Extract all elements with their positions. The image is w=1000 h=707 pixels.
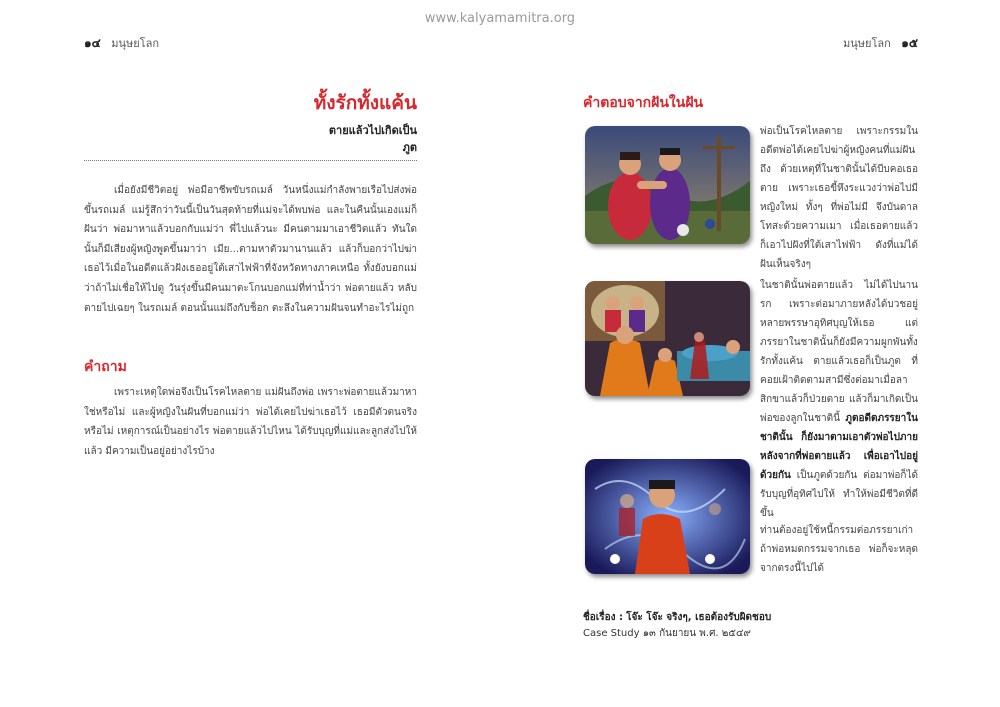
subtitle-line-2: ภูต bbox=[402, 141, 417, 154]
source-label: ชื่อเรื่อง : bbox=[583, 612, 623, 623]
question-paragraph: เพราะเหตุใดพ่อจึงเป็นโรคไหลตาย แม่ฝันถึงพ่อ เพราะพ่อตายแล้วมาหาใช่หรือไม่ และผู้หญิงในฝันที่บอกแม่ว่า พ่อได้เคยไปฆ่าเธอไว้ เธอมีตัวตนจริงหรือไม่ เหตุการณ์เป็นอย่างไร พ่อตายแล้วไปไหน ได้รับบุญที่แม่และลูกส่งไปให้แล้ว มีความเป็นอยู่อย่างไรบ้าง bbox=[84, 387, 417, 457]
story-subtitle bbox=[84, 122, 417, 156]
illustration-man-with-spirits bbox=[585, 459, 750, 574]
source-case: Case Study ๑๓ กันยายน พ.ศ. ๒๕๔๙ bbox=[583, 628, 751, 639]
answer-p2-bold: ภูตอดีตภรรยาในชาตินั้น ก็ยังมาตามเอาตัวพ่อไปภายหลังจากที่พ่อตายแล้ว เพื่อเอาไปอยู่ด้วยกัน bbox=[760, 413, 918, 481]
left-folio bbox=[84, 34, 159, 53]
question-text bbox=[84, 383, 417, 461]
left-page-number: ๑๔ bbox=[84, 36, 101, 50]
answer-paragraph-3: ท่านต้องอยู่ใช้หนี้กรรมต่อภรรยาเก่า ถ้าพ่อหมดกรรมจากเธอ พ่อก็จะหลุดจากตรงนี้ไปได้ bbox=[760, 525, 918, 574]
answer-p2-tail: เป็นภูตด้วยกัน ต่อมาพ่อก็ได้รับบุญที่อุทิศไปให้ ทำให้พ่อมีชีวิตที่ดีขึ้น bbox=[760, 470, 918, 519]
site-url: www.kalyamamitra.org bbox=[424, 11, 576, 26]
answer-paragraph-1: พ่อเป็นโรคไหลตาย เพราะกรรมในอดีตพ่อได้เคยไปฆ่าผู้หญิงคนที่แม่ฝันถึง ด้วยเหตุที่ในชาตินั้นได้บีบคอเธอตาย เพราะเธอขี้หึงระแวงว่าพ่อไปมีหญิงใหม่ ทั้งๆ ที่พ่อไม่มี จึงบันดาลโทสะด้วยความเมา เมื่อเธอตายแล้วก็เอาไปฝังที่ใต้เสาไฟฟ้า ดังที่แม่ได้ฝันเห็นจริงๆ bbox=[760, 126, 918, 270]
answer-paragraph-2 bbox=[760, 276, 918, 523]
source-title: โจ๊ะ โจ๊ะ จริงๆ, เธอต้องรับผิดชอบ bbox=[626, 612, 772, 623]
left-running-title: มนุษยโลก bbox=[111, 37, 159, 50]
subtitle-line-1: ตายแล้วไปเกิดเป็น bbox=[328, 124, 417, 137]
right-folio bbox=[843, 34, 918, 53]
answer-p2-normal: ในชาตินั้นพ่อตายแล้ว ไม่ได้ไปนานรก เพราะต่อมาภายหลังได้บวชอยู่หลายพรรษาอุทิศบุญให้เธอ แต่ภรรยาในชาตินั้นก็ยังมีความผูกพันทั้งรักทั้งแค้น ตายแล้วเธอก็เป็นภูต ที่คอยเฝ้าติดตามสามีซึ่งต่อมาเมื่อลาสิกขาแล้วก็ป่วยตาย แล้วก็มาเกิดเป็นพ่อของลูกในชาตินี้ bbox=[760, 280, 918, 424]
right-running-title: มนุษยโลก bbox=[843, 37, 891, 50]
dotted-divider bbox=[84, 160, 417, 161]
illustration-monk-and-ghost bbox=[585, 281, 750, 396]
story-text bbox=[84, 181, 417, 318]
story-title: ทั้งรักทั้งแค้น bbox=[313, 92, 417, 114]
right-page-number: ๑๕ bbox=[901, 36, 918, 50]
illustration-couple-argument bbox=[585, 126, 750, 244]
story-paragraph: เมื่อยังมีชีวิตอยู่ พ่อมีอาชีพขับรถเมล์ วันหนึ่งแม่กำลังพายเรือไปส่งพ่อขึ้นรถเมล์ แม่รู้สึกว่าวันนี้เป็นวันสุดท้ายที่แม่จะได้พบพ่อ และในคืนนั้นเองแม่ก็ฝันว่า พ่อมาหาแล้วบอกกับแม่ว่า พี่ไปแล้วนะ มีคนตามมาเอาชีวิตแล้ว ทันใดนั้นก็มีเสียงผู้หญิงพูดขึ้นมาว่า เมีย...ตามหาตัวมานานแล้ว แล้วก็บอกว่าไปฆ่าเธอไว้เมื่อในอดีตแล้วฝังเธออยู่ใต้เสาไฟฟ้าที่จังหวัดทางภาคเหนือ ทั้งยังบอกแม่ว่าถ้าไม่เชื่อให้ไปดู วันรุ่งขึ้นมีคนมาตะโกนบอกแม่ที่ท่าน้ำว่า พ่อตายแล้ว หลับตายไปเฉยๆ ในรถเมล์ ตอนนั้นแม่ถึงกับช็อก ตะลึงในความฝันจนทำอะไรไม่ถูก bbox=[84, 185, 417, 314]
question-heading: คำถาม bbox=[84, 359, 127, 375]
source-info bbox=[583, 610, 771, 642]
answer-heading: คำตอบจากฝันในฝัน bbox=[583, 95, 704, 111]
